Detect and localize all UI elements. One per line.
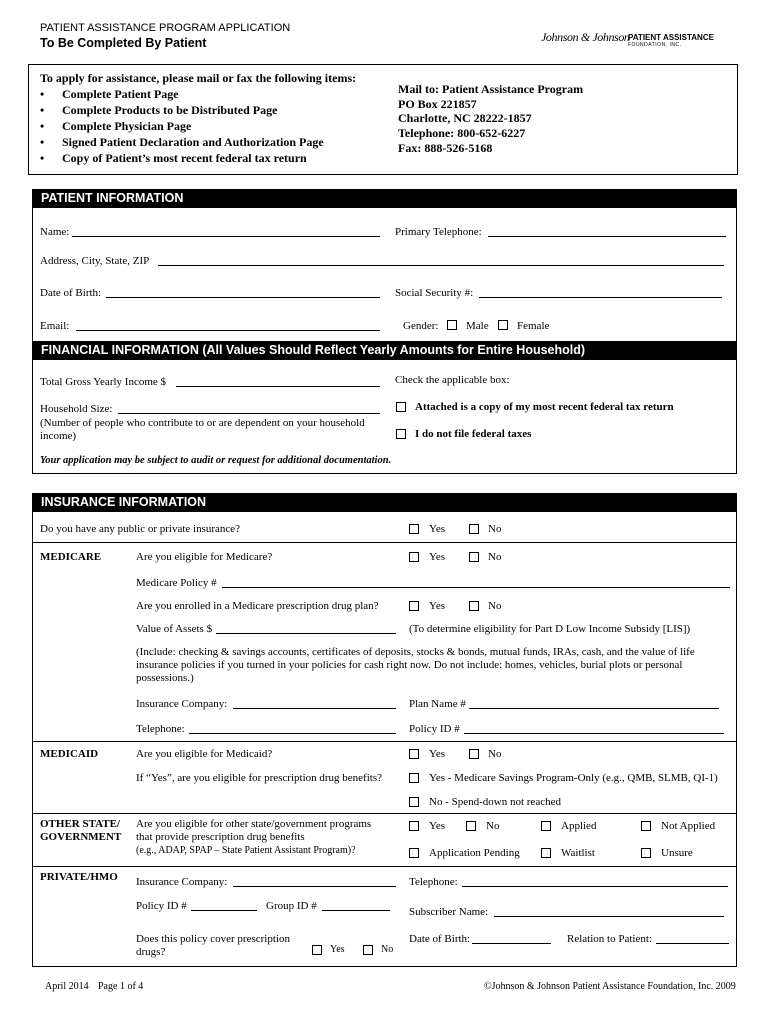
any-insurance-no-checkbox[interactable]: [469, 524, 479, 534]
yes-label: Yes: [429, 551, 446, 563]
assets-note: (To determine eligibility for Part D Low Income Subsidy [LIS]): [409, 623, 691, 635]
medicare-enrolled-no-checkbox[interactable]: [469, 601, 479, 611]
name-label: Name:: [40, 226, 70, 238]
relation-field[interactable]: [656, 943, 729, 944]
no-label: No: [488, 600, 502, 612]
medicaid-rx-no-checkbox[interactable]: [409, 797, 419, 807]
unsure-label: Unsure: [661, 847, 693, 859]
subscriber-field[interactable]: [494, 916, 724, 917]
dob-field[interactable]: [106, 297, 380, 298]
dob-label: Date of Birth:: [40, 287, 102, 299]
patient-section-header: PATIENT INFORMATION: [32, 189, 736, 208]
medicare-eligible-no-checkbox[interactable]: [469, 552, 479, 562]
form-subtitle: To Be Completed By Patient: [40, 36, 207, 50]
household-label: Household Size:: [40, 403, 113, 415]
assets-include-note: (Include: checking & savings accounts, certificates of deposits, stocks & bonds, mutual funds, IRAs, cash, and the value of life insurance policies if you turned in your policies for cash right now. Do not include: homes, vehicles, burial plots or personal possessions.): [136, 646, 695, 684]
policy-id-field[interactable]: [464, 733, 724, 734]
medicaid-eligible-yes-checkbox[interactable]: [409, 749, 419, 759]
assets-field[interactable]: [216, 633, 396, 634]
private-telephone-label: Telephone:: [409, 876, 458, 888]
other-gov-pending-checkbox[interactable]: [409, 848, 419, 858]
other-gov-yes-checkbox[interactable]: [409, 821, 419, 831]
gender-male-checkbox[interactable]: [447, 320, 457, 330]
footer-copyright: ©Johnson & Johnson Patient Assistance Foundation, Inc. 2009: [484, 981, 736, 992]
medicare-eligible-question: Are you eligible for Medicare?: [136, 551, 273, 563]
medicare-telephone-label: Telephone:: [136, 723, 185, 735]
group-id-label: Group ID #: [266, 900, 317, 912]
mail-line: Fax: 888-526-5168: [398, 141, 493, 155]
tax-copy-checkbox[interactable]: [396, 402, 406, 412]
applied-label: Applied: [561, 820, 597, 832]
bullet-icon: •: [40, 119, 45, 133]
footer-date: April 2014: [45, 981, 89, 992]
cover-question-line1: Does this policy cover prescription: [136, 933, 290, 945]
other-gov-label-line1: OTHER STATE/: [40, 818, 120, 830]
policy-id-label: Policy ID #: [409, 723, 460, 735]
no-label: No: [488, 551, 502, 563]
private-company-label: Insurance Company:: [136, 876, 228, 888]
email-label: Email:: [40, 320, 70, 332]
household-field[interactable]: [118, 413, 380, 414]
other-gov-question-line1: Are you eligible for other state/government programs: [136, 818, 372, 830]
list-item: Complete Products to be Distributed Page: [62, 103, 278, 117]
brand-name: PATIENT ASSISTANCE: [628, 33, 714, 42]
household-note: (Number of people who contribute to or are dependent on your household income): [40, 417, 365, 442]
bullet-icon: •: [40, 135, 45, 149]
yes-label: Yes: [330, 944, 345, 955]
list-item: Complete Patient Page: [62, 87, 179, 101]
medicare-policy-label: Medicare Policy #: [136, 577, 217, 589]
address-label: Address, City, State, ZIP: [40, 255, 150, 267]
list-item: Signed Patient Declaration and Authorization Page: [62, 135, 324, 149]
audit-note: Your application may be subject to audit or request for additional documentation.: [40, 455, 392, 466]
check-applicable-label: Check the applicable box:: [395, 374, 510, 386]
no-label: No: [486, 820, 500, 832]
medicaid-rx-question: If “Yes”, are you eligible for prescription drug benefits?: [136, 772, 382, 784]
email-field[interactable]: [76, 330, 380, 331]
medicaid-rx-yes-label: Yes - Medicare Savings Program-Only (e.g., QMB, SLMB, QI-1): [429, 772, 718, 784]
medicaid-eligible-no-checkbox[interactable]: [469, 749, 479, 759]
yes-label: Yes: [429, 600, 446, 612]
no-tax-label: I do not file federal taxes: [415, 428, 532, 440]
medicare-telephone-field[interactable]: [189, 733, 396, 734]
other-gov-not-applied-checkbox[interactable]: [641, 821, 651, 831]
other-gov-applied-checkbox[interactable]: [541, 821, 551, 831]
medicaid-label: MEDICAID: [40, 748, 99, 760]
private-dob-field[interactable]: [472, 943, 551, 944]
medicaid-eligible-question: Are you eligible for Medicaid?: [136, 748, 273, 760]
subscriber-label: Subscriber Name:: [409, 906, 489, 918]
gender-female-checkbox[interactable]: [498, 320, 508, 330]
not-applied-label: Not Applied: [661, 820, 716, 832]
bullet-icon: •: [40, 103, 45, 117]
other-gov-question-note: (e.g., ADAP, SPAP – State Patient Assistant Program)?: [136, 845, 356, 856]
brand-sub: FOUNDATION, INC.: [628, 42, 682, 48]
footer-page: Page 1 of 4: [98, 981, 144, 992]
mail-line: Mail to: Patient Assistance Program: [398, 82, 584, 96]
phone-label: Primary Telephone:: [395, 226, 482, 238]
tax-copy-label: Attached is a copy of my most recent federal tax return: [415, 401, 674, 413]
other-gov-unsure-checkbox[interactable]: [641, 848, 651, 858]
pending-label: Application Pending: [429, 847, 520, 859]
yes-label: Yes: [429, 748, 446, 760]
other-gov-label-line2: GOVERNMENT: [40, 831, 122, 843]
bullet-icon: •: [40, 87, 45, 101]
yes-label: Yes: [429, 523, 446, 535]
row-divider: [32, 813, 737, 814]
private-telephone-field[interactable]: [462, 886, 728, 887]
mail-line: Telephone: 800-652-6227: [398, 126, 526, 140]
bullet-icon: •: [40, 151, 45, 165]
medicare-enrolled-question: Are you enrolled in a Medicare prescription drug plan?: [136, 600, 379, 612]
yes-label: Yes: [429, 820, 446, 832]
gender-female-label: Female: [517, 320, 550, 332]
private-company-field[interactable]: [233, 886, 396, 887]
left-border: [32, 542, 33, 967]
medicaid-rx-no-label: No - Spend-down not reached: [429, 796, 561, 808]
intro-heading: To apply for assistance, please mail or fax the following items:: [40, 71, 357, 85]
any-insurance-yes-checkbox[interactable]: [409, 524, 419, 534]
income-label: Total Gross Yearly Income $: [40, 376, 167, 388]
mail-line: PO Box 221857: [398, 97, 477, 111]
financial-section-header: FINANCIAL INFORMATION (All Values Should Reflect Yearly Amounts for Entire Household): [32, 341, 736, 360]
medicare-policy-field[interactable]: [222, 587, 730, 588]
row-divider: [32, 866, 737, 867]
address-field[interactable]: [158, 265, 724, 266]
gender-label: Gender:: [403, 320, 439, 332]
plan-name-label: Plan Name #: [409, 698, 466, 710]
any-insurance-question: Do you have any public or private insurance?: [40, 523, 241, 535]
waitlist-label: Waitlist: [561, 847, 595, 859]
no-label: No: [381, 944, 394, 955]
ssn-field[interactable]: [479, 297, 722, 298]
medicare-company-label: Insurance Company:: [136, 698, 228, 710]
private-hmo-label: PRIVATE/HMO: [40, 871, 118, 883]
cover-question-line2: drugs?: [136, 946, 166, 958]
group-id-field[interactable]: [322, 910, 390, 911]
name-field[interactable]: [72, 236, 380, 237]
medicare-enrolled-yes-checkbox[interactable]: [409, 601, 419, 611]
ssn-label: Social Security #:: [395, 287, 474, 299]
plan-name-field[interactable]: [469, 708, 719, 709]
list-item: Copy of Patient’s most recent federal tax return: [62, 151, 307, 165]
brand-logo-script: Johnson & Johnson: [541, 30, 630, 44]
other-gov-waitlist-checkbox[interactable]: [541, 848, 551, 858]
assets-label: Value of Assets $: [136, 623, 213, 635]
phone-field[interactable]: [488, 236, 726, 237]
insurance-section-header: INSURANCE INFORMATION: [32, 493, 736, 512]
medicare-company-field[interactable]: [233, 708, 396, 709]
medicare-eligible-yes-checkbox[interactable]: [409, 552, 419, 562]
medicare-label: MEDICARE: [40, 551, 102, 563]
list-item: Complete Physician Page: [62, 119, 192, 133]
private-policy-field[interactable]: [191, 910, 257, 911]
private-dob-label: Date of Birth:: [409, 933, 471, 945]
other-gov-no-checkbox[interactable]: [466, 821, 476, 831]
other-gov-question-line2: that provide prescription drug benefits: [136, 831, 305, 843]
row-divider: [32, 741, 737, 742]
cover-no-checkbox[interactable]: [363, 945, 373, 955]
private-policy-label: Policy ID #: [136, 900, 187, 912]
form-title: PATIENT ASSISTANCE PROGRAM APPLICATION: [40, 22, 291, 34]
mail-line: Charlotte, NC 28222-1857: [398, 111, 532, 125]
no-label: No: [488, 748, 502, 760]
no-label: No: [488, 523, 502, 535]
no-tax-checkbox[interactable]: [396, 429, 406, 439]
gender-male-label: Male: [466, 320, 489, 332]
medicaid-rx-yes-checkbox[interactable]: [409, 773, 419, 783]
cover-yes-checkbox[interactable]: [312, 945, 322, 955]
row-divider: [32, 542, 737, 543]
income-field[interactable]: [176, 386, 380, 387]
relation-label: Relation to Patient:: [567, 933, 652, 945]
